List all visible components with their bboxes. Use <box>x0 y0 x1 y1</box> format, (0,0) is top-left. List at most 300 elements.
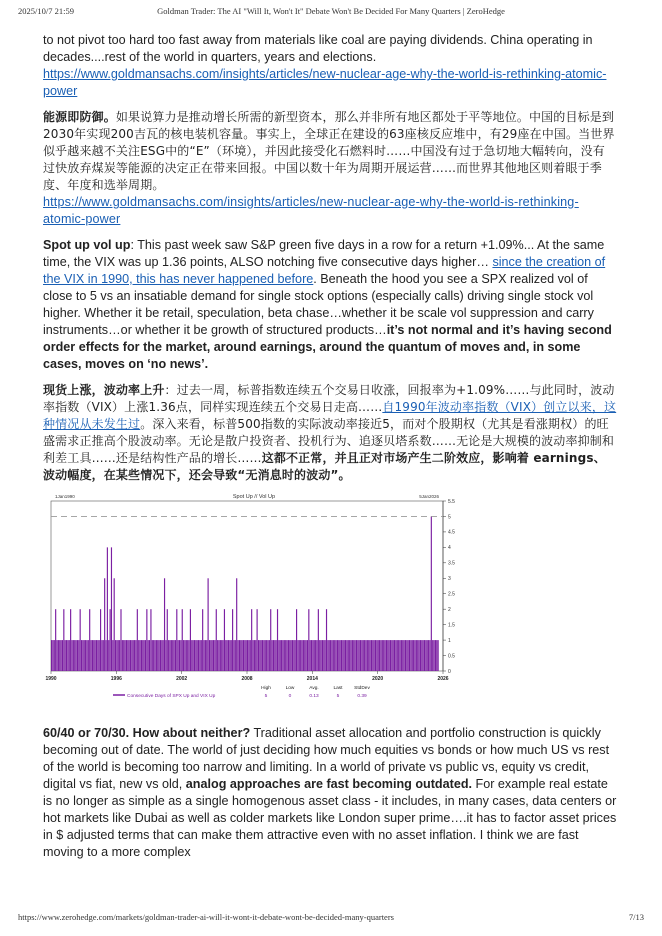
bar <box>59 640 60 671</box>
paragraph-spot-up-vol-up <box>43 237 617 373</box>
paragraph-text: ：过去一周，标普指数连续五个交易日收涨，回报率为+1.09%……与此同时，波动率指数（VIX）上涨1.36点，同样实现连续五个交易日走高…… <box>43 383 615 414</box>
article-body <box>43 32 617 870</box>
bar <box>180 640 181 671</box>
bar <box>364 640 365 671</box>
stats-value: 5 <box>264 694 268 699</box>
bar <box>405 640 406 671</box>
bar <box>187 640 188 671</box>
bar <box>331 640 332 671</box>
paragraph-energy-cn <box>43 109 617 228</box>
bar <box>397 640 398 671</box>
goldman-nuclear-link[interactable]: https://www.goldmansachs.com/insights/articles/new-nuclear-age-why-the-world-is-rethinking-atomic-power <box>43 67 607 98</box>
bar <box>267 640 268 671</box>
end-date-label: 5Jan2026 <box>419 494 439 499</box>
bar <box>247 640 248 671</box>
bar <box>237 640 238 671</box>
bar <box>123 640 124 671</box>
bar <box>203 640 204 671</box>
bar <box>278 640 279 671</box>
bar <box>265 640 266 671</box>
y-tick-label: 3 <box>448 576 451 583</box>
bar <box>82 640 83 671</box>
bar <box>257 609 258 671</box>
bar <box>214 640 215 671</box>
bar <box>107 547 108 671</box>
x-tick-label: 2002 <box>176 676 188 682</box>
bar <box>159 640 160 671</box>
bar <box>303 640 304 671</box>
bar <box>379 640 380 671</box>
print-title: Goldman Trader: The AI "Will It, Won't It" Debate Won't Be Decided For Many Quarters | ZeroHedge <box>157 6 505 16</box>
bar <box>431 516 432 671</box>
bar <box>171 640 172 671</box>
bar <box>148 640 149 671</box>
bar <box>145 640 146 671</box>
bar <box>401 640 402 671</box>
chart-title: Spot Up // Vol Up <box>232 494 276 500</box>
bar <box>316 640 317 671</box>
bar <box>335 640 336 671</box>
bar <box>149 640 150 671</box>
y-tick-label: 5 <box>448 514 451 521</box>
bar <box>427 640 428 671</box>
bar <box>273 640 274 671</box>
stats-header: High <box>261 686 271 691</box>
bar <box>97 640 98 671</box>
bar <box>127 640 128 671</box>
bar <box>157 640 158 671</box>
y-tick-label: 4 <box>448 545 451 552</box>
bar <box>333 640 334 671</box>
bar <box>111 547 112 671</box>
bar <box>412 640 413 671</box>
bar <box>398 640 399 671</box>
bar <box>134 640 135 671</box>
y-tick-label: 3.5 <box>448 560 455 567</box>
bar <box>334 640 335 671</box>
bar <box>307 640 308 671</box>
bar <box>240 640 241 671</box>
bar <box>269 640 270 671</box>
bar <box>348 640 349 671</box>
bar <box>67 640 68 671</box>
bar <box>375 640 376 671</box>
bar <box>371 640 372 671</box>
chart-legend <box>113 693 216 699</box>
bar <box>236 578 237 671</box>
bar <box>209 640 210 671</box>
bar <box>391 640 392 671</box>
bar <box>198 640 199 671</box>
bar <box>248 640 249 671</box>
bar <box>194 640 195 671</box>
bar <box>62 640 63 671</box>
start-date-label: 1Jan1990 <box>55 494 75 499</box>
bar <box>353 640 354 671</box>
bar <box>421 640 422 671</box>
stats-value: 0.39 <box>357 694 367 699</box>
bar <box>81 640 82 671</box>
bar <box>376 640 377 671</box>
bar <box>433 640 434 671</box>
bar <box>164 578 165 671</box>
bar <box>380 640 381 671</box>
bar <box>77 640 78 671</box>
bar <box>410 640 411 671</box>
bar <box>69 640 70 671</box>
bar <box>374 640 375 671</box>
bar <box>89 609 90 671</box>
bar <box>227 640 228 671</box>
bar <box>315 640 316 671</box>
bar <box>99 640 100 671</box>
y-tick-label: 0 <box>448 668 451 675</box>
paragraph-emphasis: 这都不正常，并且正对市场产生二阶效应，影响着 earnings、波动幅度，在某些情况下，还会导致“无消息时的波动”。 <box>43 451 606 482</box>
bar <box>66 640 67 671</box>
bar <box>352 640 353 671</box>
bar <box>199 640 200 671</box>
bar <box>387 640 388 671</box>
bar <box>112 640 113 671</box>
bar <box>350 640 351 671</box>
bar <box>394 640 395 671</box>
bar <box>425 640 426 671</box>
y-tick-label: 1 <box>448 637 451 644</box>
bar <box>378 640 379 671</box>
bar <box>318 609 319 671</box>
bar <box>110 609 111 671</box>
bar <box>414 640 415 671</box>
bar <box>114 578 115 671</box>
bar <box>61 640 62 671</box>
bar <box>272 640 273 671</box>
bar <box>119 640 120 671</box>
bar <box>359 640 360 671</box>
bar <box>330 640 331 671</box>
bar <box>188 640 189 671</box>
bar <box>346 640 347 671</box>
stats-header: Avg. <box>309 686 319 691</box>
bar <box>341 640 342 671</box>
stats-header: StdDev <box>354 686 370 691</box>
bar <box>266 640 267 671</box>
y-tick-label: 2.5 <box>448 591 455 598</box>
bar <box>218 640 219 671</box>
bar <box>424 640 425 671</box>
bar <box>321 640 322 671</box>
bar <box>208 578 209 671</box>
bar <box>323 640 324 671</box>
bar <box>235 640 236 671</box>
stats-header: Last <box>333 686 343 691</box>
bar <box>252 640 253 671</box>
paragraph-asset-allocation <box>43 725 617 861</box>
bar <box>438 640 439 671</box>
bar <box>286 640 287 671</box>
bar <box>428 640 429 671</box>
stats-header: Low <box>285 686 295 691</box>
bar <box>319 640 320 671</box>
bar <box>296 609 297 671</box>
bar <box>282 640 283 671</box>
bar <box>210 640 211 671</box>
bar <box>103 640 104 671</box>
bar <box>154 640 155 671</box>
bar <box>370 640 371 671</box>
bar <box>228 640 229 671</box>
bar <box>174 640 175 671</box>
bar <box>386 640 387 671</box>
bar <box>122 640 123 671</box>
bar <box>73 640 74 671</box>
bar <box>153 640 154 671</box>
x-tick-label: 2026 <box>437 676 449 682</box>
bar <box>206 640 207 671</box>
bar <box>408 640 409 671</box>
bar <box>168 640 169 671</box>
bar <box>217 640 218 671</box>
bar <box>299 640 300 671</box>
x-tick-label: 2020 <box>372 676 384 682</box>
bar <box>322 640 323 671</box>
bar <box>344 640 345 671</box>
bar <box>395 640 396 671</box>
bar <box>285 640 286 671</box>
bar <box>100 609 101 671</box>
bar <box>54 640 55 671</box>
paragraph-text: : This past week saw S&P green five days in a row for a return +1.09%... At the same time, the VIX was up 1.36 points, ALSO notching five consecutive days higher… <box>43 238 605 269</box>
bar <box>409 640 410 671</box>
bar <box>361 640 362 671</box>
bar <box>190 609 191 671</box>
bar <box>254 640 255 671</box>
bar <box>382 640 383 671</box>
bar <box>402 640 403 671</box>
bar <box>139 640 140 671</box>
bar <box>169 640 170 671</box>
bar <box>399 640 400 671</box>
bar <box>63 609 64 671</box>
bar <box>160 640 161 671</box>
bar <box>231 640 232 671</box>
bar <box>310 640 311 671</box>
bar <box>58 640 59 671</box>
bar <box>85 640 86 671</box>
vix-history-link-cn[interactable]: 自1990年波动率指数（VIX）创立以来，这种情况从未发生过 <box>43 400 617 431</box>
paragraph-heading: 60/40 or 70/30. How about neither? <box>43 726 251 740</box>
bar <box>146 609 147 671</box>
bar <box>404 640 405 671</box>
bar <box>258 640 259 671</box>
bar <box>274 640 275 671</box>
bar <box>138 640 139 671</box>
bar <box>131 640 132 671</box>
bar <box>262 640 263 671</box>
bar <box>116 640 117 671</box>
bar <box>55 609 56 671</box>
bar <box>179 640 180 671</box>
bar <box>393 640 394 671</box>
bar <box>308 609 309 671</box>
bar <box>297 640 298 671</box>
paragraph-text: . Beneath the hood you see a SPX realized vol of close to 5 vs an insatiable demand for single stock options (especially calls) driving single stock vol higher. Whether it be retail, speculation, beta chase…whether it be scale vol suppression and carry instruments…or whether it be growth of structured products… <box>43 272 594 337</box>
bar <box>76 640 77 671</box>
bar <box>326 609 327 671</box>
bar <box>327 640 328 671</box>
bar <box>51 640 52 671</box>
bar <box>263 640 264 671</box>
paragraph-heading: 能源即防御。 <box>43 110 116 124</box>
bar <box>213 640 214 671</box>
bar <box>229 640 230 671</box>
bar <box>355 640 356 671</box>
y-tick-label: 2 <box>448 606 451 613</box>
bar <box>342 640 343 671</box>
bar <box>243 640 244 671</box>
bar <box>429 640 430 671</box>
bar <box>150 609 151 671</box>
bar <box>250 640 251 671</box>
bar <box>93 640 94 671</box>
bar <box>300 640 301 671</box>
x-tick-label: 2008 <box>241 676 253 682</box>
print-header <box>18 6 644 20</box>
bar <box>71 640 72 671</box>
bar <box>95 640 96 671</box>
bar <box>363 640 364 671</box>
bar <box>74 640 75 671</box>
bar <box>246 640 247 671</box>
bar <box>201 640 202 671</box>
goldman-nuclear-link-2[interactable]: https://www.goldmansachs.com/insights/articles/new-nuclear-age-why-the-world-is-rethinking-atomic-power <box>43 195 579 226</box>
bar <box>220 640 221 671</box>
bar <box>104 578 105 671</box>
bar <box>280 640 281 671</box>
bar <box>178 640 179 671</box>
chart-svg <box>43 493 463 713</box>
bar <box>212 640 213 671</box>
legend-label: Consecutive Days of SPX Up and VIX Up <box>127 694 216 699</box>
bar <box>244 640 245 671</box>
paragraph-spot-up-vol-up-cn <box>43 382 617 484</box>
bar <box>314 640 315 671</box>
bar <box>70 609 71 671</box>
bar <box>325 640 326 671</box>
print-datetime: 2025/10/7 21:59 <box>18 6 74 16</box>
bar <box>345 640 346 671</box>
bar <box>356 640 357 671</box>
paragraph-text: to not pivot too hard too fast away from materials like coal are paying dividends. China operating in decades....rest of the world in quarters, years and elections. <box>43 33 593 64</box>
bar <box>105 640 106 671</box>
bar <box>384 640 385 671</box>
bar <box>167 609 168 671</box>
bar <box>281 640 282 671</box>
bar <box>406 640 407 671</box>
x-tick-label: 1996 <box>110 676 122 682</box>
bar <box>432 640 433 671</box>
bar <box>270 609 271 671</box>
bar <box>165 640 166 671</box>
bar <box>221 640 222 671</box>
bar <box>301 640 302 671</box>
bar <box>191 640 192 671</box>
bar <box>195 640 196 671</box>
paragraph-text: 。深入来看，标普500指数的实际波动率接近5，而对个股期权（尤其是看涨期权）的旺盛需求正推高个股波动率。无论是散户投资者、投机行为、追逐贝塔系数……无论是大规模的波动率抑制和利差工具……还是结构性产品的增长…… <box>43 417 615 465</box>
bar <box>176 609 177 671</box>
bar <box>186 640 187 671</box>
bar <box>233 640 234 671</box>
spot-up-vol-up-chart <box>43 493 463 713</box>
bar <box>367 640 368 671</box>
bar <box>120 609 121 671</box>
y-tick-label: 5.5 <box>448 498 455 505</box>
bar <box>261 640 262 671</box>
bar <box>255 640 256 671</box>
bar <box>52 640 53 671</box>
bar <box>289 640 290 671</box>
bar <box>96 640 97 671</box>
bar <box>141 640 142 671</box>
bar <box>182 609 183 671</box>
bar <box>129 640 130 671</box>
stats-value: 0.13 <box>309 694 319 699</box>
bar <box>276 640 277 671</box>
x-tick-label: 2014 <box>306 676 318 682</box>
paragraph-text: 如果说算力是推动增长所需的新型资本，那么并非所有地区都处于平等地位。中国的目标是到2030年实现200吉瓦的核电装机容量。事实上，全球正在建设的63座核反应堆中，有29座在中国。当世界似乎越来越不关注ESG中的“E”（环境），并因此接受化石燃料时……中国没有过于急切地大幅转向，没有过快放弃煤炭等能源的决定正在带来回报。中国以数十年为周期开展运营……而世界其他地区则着眼于季度、年度和选举周期。 <box>43 110 615 192</box>
bar <box>360 640 361 671</box>
bar <box>372 640 373 671</box>
bar <box>383 640 384 671</box>
bar <box>277 609 278 671</box>
vix-history-link[interactable]: since the creation of the VIX in 1990, this has never happened before <box>43 255 606 286</box>
bar <box>349 640 350 671</box>
bar <box>420 640 421 671</box>
bar <box>288 640 289 671</box>
x-tick-label: 1990 <box>45 676 57 682</box>
bar <box>232 609 233 671</box>
y-tick-label: 4.5 <box>448 529 455 536</box>
bar <box>292 640 293 671</box>
bar <box>417 640 418 671</box>
paragraph-text: For example real estate is no longer as simple as a single homogenous asset class - it includes, in many cases, data centers or hot markets like Dubai as well as colder markets like London super prime….it has to factor asset prices in $ adjusted terms that can make them attractive even with no asset inflation. I think we are fast moving to a more complex <box>43 777 617 859</box>
paragraph-heading: 现货上涨，波动率上升 <box>43 383 165 397</box>
bar <box>65 640 66 671</box>
bar <box>340 640 341 671</box>
bar <box>224 609 225 671</box>
stats-table <box>261 685 370 699</box>
bar <box>88 640 89 671</box>
bar <box>101 640 102 671</box>
bar <box>126 640 127 671</box>
bar <box>56 640 57 671</box>
bar <box>390 640 391 671</box>
bar <box>291 640 292 671</box>
bar <box>293 640 294 671</box>
paragraph-text: Traditional asset allocation and portfolio construction is quickly becoming out of date. The world of just deciding how much equities vs bonds or how much US vs rest of the world is becoming too narrow and limiting. In a world of private vs public vs, equity vs credit, digital vs fiat, new vs old, <box>43 726 610 791</box>
bar <box>152 640 153 671</box>
bar <box>130 640 131 671</box>
bar <box>135 640 136 671</box>
bar <box>357 640 358 671</box>
bar <box>259 640 260 671</box>
bar <box>175 640 176 671</box>
bar <box>92 640 93 671</box>
bar <box>84 640 85 671</box>
bar <box>108 640 109 671</box>
bar <box>311 640 312 671</box>
print-footer <box>18 912 644 926</box>
bar <box>161 640 162 671</box>
